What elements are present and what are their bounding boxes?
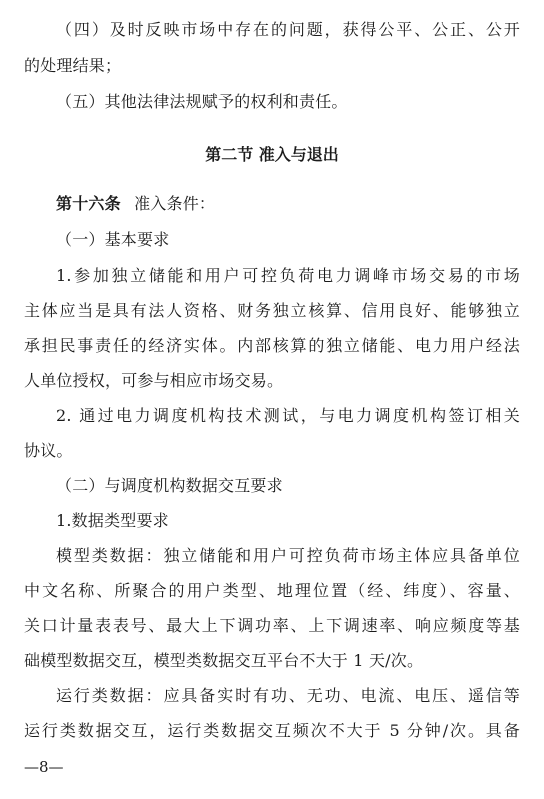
paragraph-line: （五）其他法律法规赋予的权利和责任。 (56, 92, 348, 111)
subsection-heading: （一）基本要求 (56, 230, 170, 249)
article-label: 第十六条 (56, 194, 121, 213)
paragraph-line: 人单位授权，可参与相应市场交易。 (24, 371, 284, 390)
paragraph-line: 运行类数据：应具备实时有功、无功、电流、电压、遥信等 (56, 686, 520, 705)
paragraph-line: 中文名称、所聚合的用户类型、地理位置（经、纬度）、容量、 (24, 581, 520, 600)
subsection-heading: （二）与调度机构数据交互要求 (56, 476, 283, 495)
paragraph-line: 的处理结果； (24, 56, 122, 75)
paragraph-line: 1.参加独立储能和用户可控负荷电力调峰市场交易的市场 (56, 266, 520, 285)
section-heading: 第二节 准入与退出 (205, 145, 339, 164)
paragraph-line: 主体应当是具有法人资格、财务独立核算、信用良好、能够独立 (24, 301, 520, 320)
paragraph-line: 础模型数据交互，模型类数据交互平台不大于 1 天/次。 (24, 651, 424, 670)
article-line (56, 194, 520, 214)
paragraph-line: （四）及时反映市场中存在的问题，获得公平、公正、公开 (56, 20, 520, 39)
paragraph-line: 关口计量表表号、最大上下调功率、上下调速率、响应频度等基 (24, 616, 520, 635)
item-heading: 1.数据类型要求 (56, 511, 169, 530)
paragraph-line: 模型类数据：独立储能和用户可控负荷市场主体应具备单位 (56, 546, 520, 565)
paragraph-line: 2. 通过电力调度机构技术测试，与电力调度机构签订相关 (56, 406, 520, 425)
paragraph-line: 协议。 (24, 441, 73, 460)
article-text: 准入条件： (134, 194, 216, 213)
paragraph-line: 运行类数据交互，运行类数据交互频次不大于 5 分钟/次。具备 (24, 721, 520, 740)
paragraph-line: 承担民事责任的经济实体。内部核算的独立储能、电力用户经法 (24, 336, 520, 355)
page-number: —8— (24, 758, 64, 776)
